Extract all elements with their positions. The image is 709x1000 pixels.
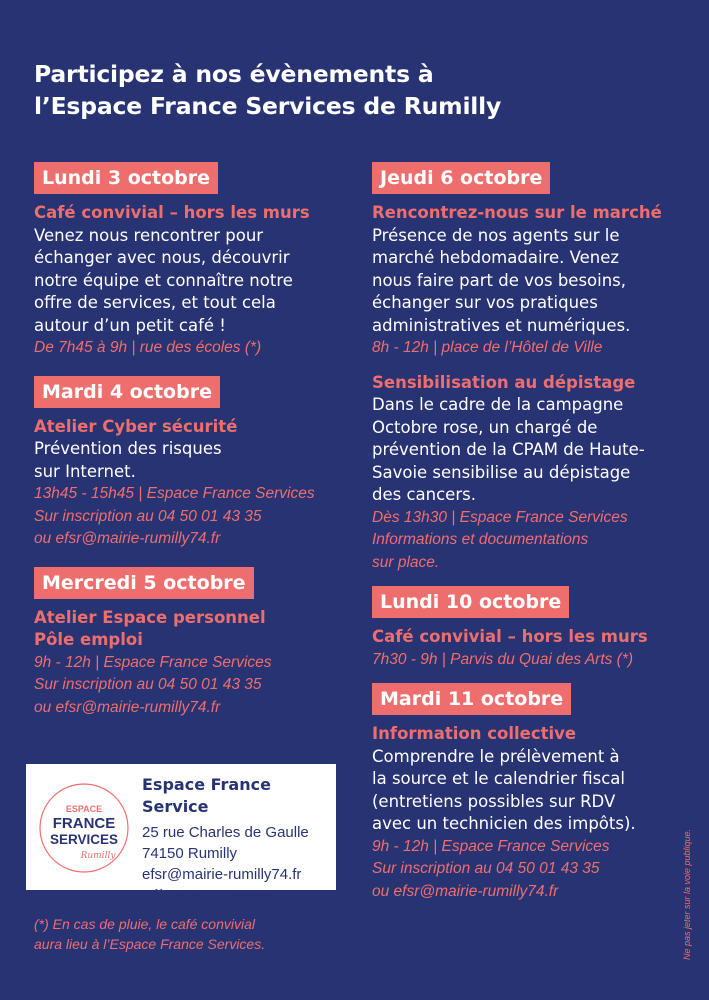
event-date-badge: Mardi 11 octobre [372,683,571,715]
event-title-line: Atelier Espace personnel [34,607,266,627]
event-info-line: ou efsr@mairie-rumilly74.fr [34,530,221,547]
event-info-line: 8h - 12h | place de l’Hôtel de Ville [372,339,603,356]
event-info-line: 9h - 12h | Espace France Services [34,653,272,671]
event-desc-line: marché hebdomadaire. Venez [372,248,620,267]
event-info [34,337,344,360]
logo-line-2: FRANCE [52,815,116,832]
event-title [372,372,682,395]
event-desc [34,438,344,483]
event-info [372,836,682,904]
logo-line-4: Rumilly [80,851,116,861]
contact-address-1: 25 rue Charles de Gaulle [142,824,309,841]
contact-details [142,774,336,906]
event-title [372,202,682,225]
contact-email[interactable]: efsr@mairie-rumilly74.fr [142,866,302,883]
espace-france-services-logo [34,778,134,878]
event-info-line: 13h45 - 15h45 | Espace France Services [34,485,315,502]
contact-address-2: 74150 Rumilly [142,845,238,862]
contact-card [26,764,336,904]
event-desc-line: (entretiens possibles sur RDV [372,791,616,811]
event-info [372,507,682,575]
event-desc-line: notre équipe et connaître notre [34,270,293,290]
event-desc-line: offre de services, et tout cela [34,293,276,312]
event-block [372,683,682,903]
event-desc-line: Venez nous rencontrer pour [34,225,264,245]
event-title-line: Information collective [372,724,577,743]
footnote-line-1: (*) En cas de pluie, le café convivial [34,916,255,932]
left-column [34,162,344,719]
event-title-line: Atelier Cyber sécurité [34,416,238,436]
event-desc-line: avec un technicien des impôts). [372,814,636,833]
event-desc-line: Dans le cadre de la campagne [372,395,624,414]
event-desc [372,394,682,507]
event-info [34,483,344,551]
event-title [34,607,344,652]
event-desc [34,225,344,338]
event-desc-line: sur Internet. [34,461,136,481]
event-desc-line: Comprendre le prélèvement à [372,746,620,766]
event-desc-line: nous faire part de vos besoins, [372,270,627,290]
event-desc-line: autour d’un petit café ! [34,315,226,335]
event-date-badge: Lundi 3 octobre [34,162,218,194]
event-info-line: ou efsr@mairie-rumilly74.fr [34,698,221,716]
event-title-line: Rencontrez-nous sur le marché [372,203,662,222]
event-date-badge: Lundi 10 octobre [372,586,569,618]
event-info-line: De 7h45 à 9h | rue des écoles (*) [34,339,262,356]
event-title-line: Café convivial – hors les murs [372,627,648,646]
event-block [34,567,344,720]
contact-title: Espace France Service [142,775,271,816]
event-info-line: 7h30 - 9h | Parvis du Quai des Arts (*) [372,650,634,668]
event-info-line: Sur inscription au 04 50 01 43 35 [34,507,262,525]
event-block [34,162,344,360]
event-block [372,586,682,671]
event-date-badge: Mercredi 5 octobre [34,567,254,599]
footnote-line-2: aura lieu à l’Espace France Services. [34,936,266,952]
event-info [372,337,682,360]
event-info-line: Sur inscription au 04 50 01 43 35 [34,676,262,693]
event-block [34,376,344,551]
title-line-1: Participez à nos évènements à [34,60,434,88]
event-title [372,723,682,746]
event-desc-line: Présence de nos agents sur le [372,225,620,245]
event-block [372,372,682,575]
event-info [372,649,682,672]
event-title-line: Café convivial – hors les murs [34,203,310,222]
event-desc-line: des cancers. [372,485,476,504]
event-info [34,652,344,720]
event-desc-line: administratives et numériques. [372,315,631,335]
event-desc [372,746,682,836]
event-title-line: Pôle emploi [34,630,143,649]
logo-line-3: SERVICES [49,832,119,847]
event-info-line: 9h - 12h | Espace France Services [372,837,610,855]
event-title [372,626,682,649]
event-date-badge: Jeudi 6 octobre [372,162,550,194]
event-desc-line: échanger avec nous, découvrir [34,248,290,267]
event-block [372,162,682,360]
event-desc-line: prévention de la CPAM de Haute- [372,440,645,459]
event-info-line: Dès 13h30 | Espace France Services [372,508,628,526]
event-title [34,416,344,439]
event-desc-line: Octobre rose, un chargé de [372,417,598,437]
side-note: Ne pas jeter sur la voie publique. [682,828,692,960]
event-info-line: Sur inscription au 04 50 01 43 35 [372,860,600,877]
event-info-line: Informations et documentations [372,531,589,548]
right-column [372,162,682,903]
event-desc-line: échanger sur vos pratiques [372,293,598,312]
event-desc [372,225,682,338]
contact-phone[interactable]: Tél. 04 50 01 43 35 [142,887,272,904]
title-line-2: l’Espace France Services de Rumilly [34,92,502,120]
event-info-line: ou efsr@mairie-rumilly74.fr [372,882,559,900]
event-desc-line: la source et le calendrier fiscal [372,769,625,788]
footnote [34,914,265,954]
logo-line-1: ESPACE [65,804,103,814]
event-desc-line: Prévention des risques [34,439,222,458]
event-info-line: sur place. [372,553,440,571]
event-title-line: Sensibilisation au dépistage [372,372,636,392]
event-desc-line: Savoie sensibilise au dépistage [372,462,631,482]
event-title [34,202,344,225]
page-title [34,58,501,122]
event-date-badge: Mardi 4 octobre [34,376,220,408]
